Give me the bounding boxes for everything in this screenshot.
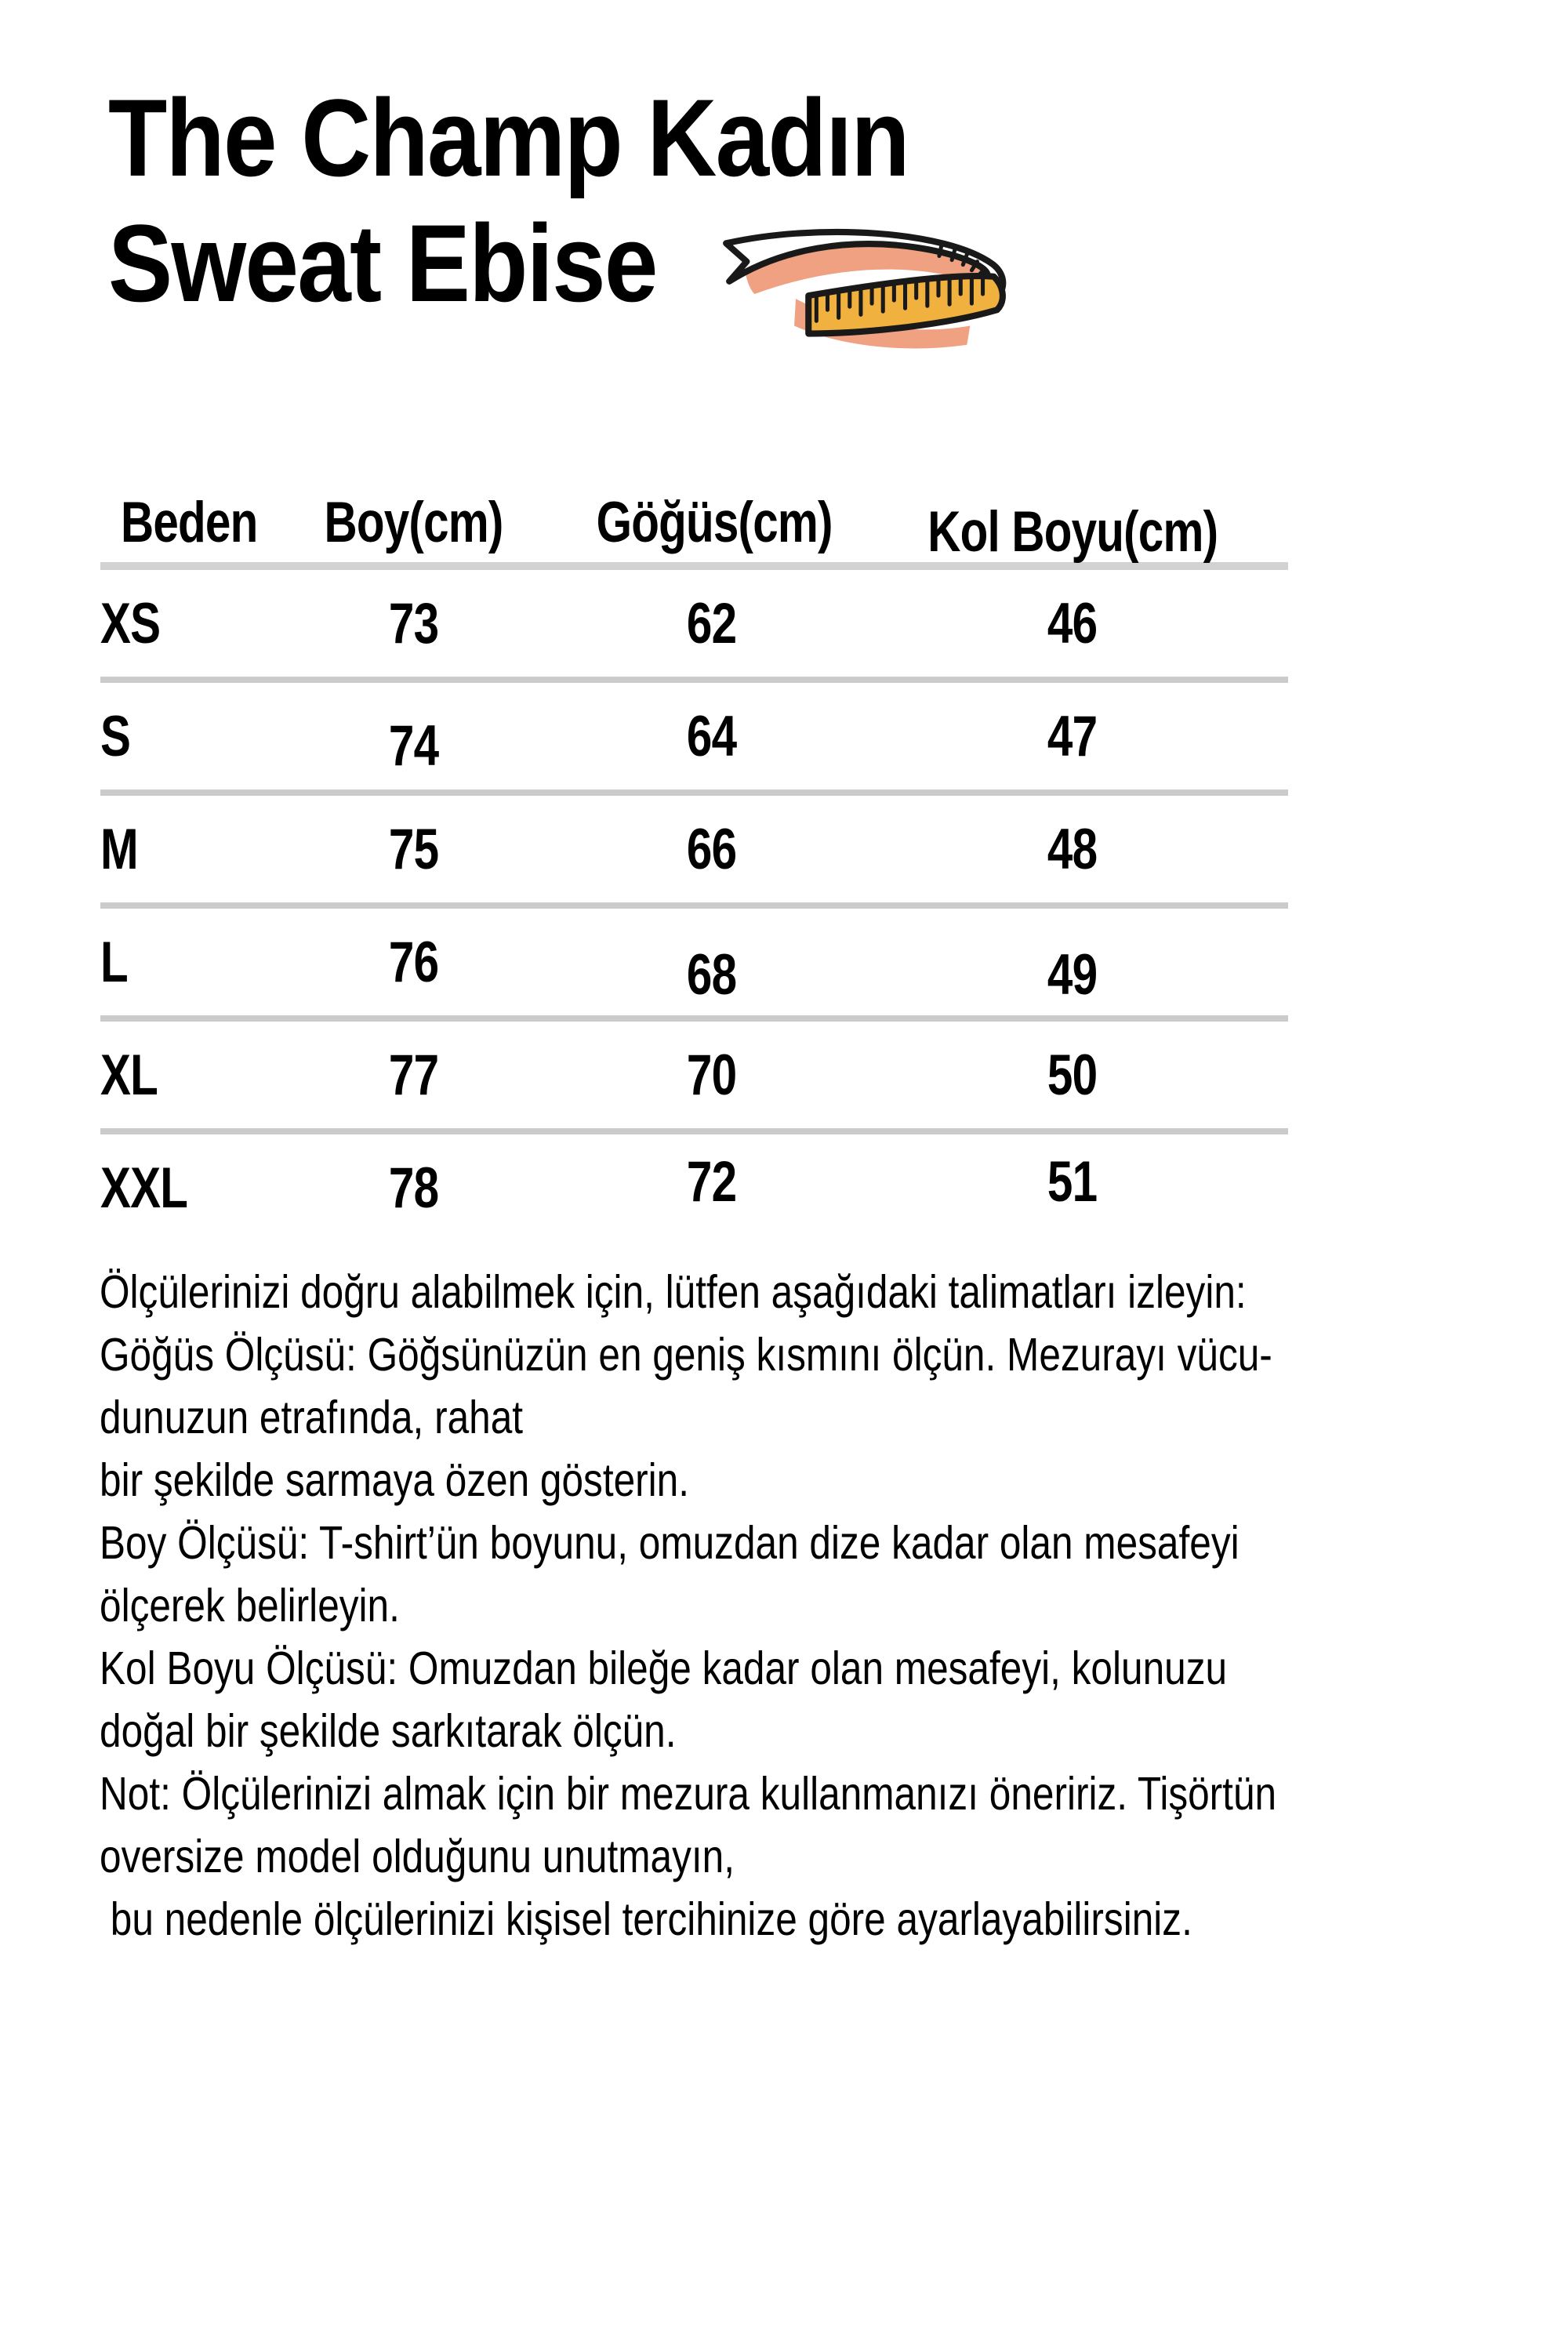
size-table	[100, 482, 1288, 1241]
gogus-value: 64	[687, 704, 737, 768]
instruction-line: doğal bir şekilde sarkıtarak ölçün.	[100, 1705, 677, 1757]
column-header-gogus	[567, 490, 857, 555]
instruction-line: Not: Ölçülerinizi almak için bir mezura kullanmanızı öneririz. Tişörtün	[100, 1768, 1277, 1820]
size-label: S	[100, 704, 131, 768]
instruction-line: Kol Boyu Ölçüsü: Omuzdan bileğe kadar olan mesafeyi, kolunuzu	[100, 1642, 1228, 1694]
column-header-boy-label: Boy(cm)	[324, 490, 504, 554]
gogus-value: 72	[687, 1149, 737, 1214]
boy-cell	[261, 591, 567, 656]
instruction-line: bir şekilde sarmaya özen gösterin.	[100, 1454, 690, 1506]
column-header-boy	[261, 490, 567, 555]
kol-value: 49	[1047, 942, 1098, 1007]
kol-cell	[857, 704, 1288, 769]
size-table-header-row	[100, 482, 1288, 570]
gogus-cell	[567, 1149, 857, 1221]
kol-value: 51	[1047, 1149, 1098, 1214]
instruction-line: Ölçülerinizi doğru alabilmek için, lütfen aşağıdaki talimatları izleyin:	[100, 1266, 1247, 1318]
column-header-beden-label: Beden	[121, 490, 258, 554]
gogus-cell	[567, 817, 857, 882]
gogus-value: 68	[687, 942, 737, 1007]
boy-cell	[261, 1043, 567, 1108]
instruction-line: bu nedenle ölçülerinizi kişisel tercihinize göre ayarlayabilirsiniz.	[100, 1893, 1192, 1945]
size-row-m	[100, 796, 1288, 909]
kol-cell	[857, 1043, 1288, 1108]
size-cell	[100, 591, 261, 656]
size-cell	[100, 704, 261, 769]
boy-value: 77	[389, 1043, 439, 1107]
size-label: L	[100, 930, 128, 994]
instruction-line: dunuzun etrafında, rahat	[100, 1392, 524, 1443]
column-header-kol	[857, 490, 1288, 564]
size-row-xl	[100, 1022, 1288, 1134]
size-cell	[100, 1043, 261, 1108]
boy-cell	[261, 817, 567, 882]
boy-value: 78	[389, 1156, 439, 1220]
size-cell	[100, 817, 261, 882]
boy-value: 76	[389, 930, 439, 994]
kol-cell	[857, 930, 1288, 1007]
gogus-value: 66	[687, 817, 737, 881]
boy-value: 75	[389, 817, 439, 881]
boy-cell	[261, 930, 567, 995]
instruction-line: oversize model olduğunu unutmayın,	[100, 1831, 735, 1882]
boy-cell	[261, 704, 567, 778]
size-cell	[100, 1156, 261, 1221]
gogus-cell	[567, 930, 857, 1007]
instruction-line: Göğüs Ölçüsü: Göğsünüzün en geniş kısmını ölçün. Mezurayı vücu-	[100, 1329, 1272, 1381]
size-label: XXL	[100, 1156, 188, 1220]
column-header-beden	[100, 490, 261, 555]
column-header-kol-label: Kol Boyu(cm)	[927, 499, 1218, 564]
kol-cell	[857, 817, 1288, 882]
column-header-gogus-label: Göğüs(cm)	[596, 490, 833, 554]
boy-value: 73	[389, 591, 439, 655]
size-label: XL	[100, 1043, 158, 1107]
size-row-xs	[100, 570, 1288, 683]
gogus-cell	[567, 704, 857, 769]
instruction-line: ölçerek belirleyin.	[100, 1580, 400, 1632]
size-cell	[100, 930, 261, 995]
page-title-line-2: Sweat Ebise	[108, 201, 657, 325]
kol-cell	[857, 1149, 1288, 1221]
kol-value: 46	[1047, 591, 1098, 655]
kol-value: 48	[1047, 817, 1098, 881]
kol-value: 47	[1047, 704, 1098, 768]
size-row-xxl	[100, 1134, 1288, 1241]
gogus-cell	[567, 1043, 857, 1108]
size-row-s	[100, 683, 1288, 796]
gogus-value: 62	[687, 591, 737, 655]
size-row-l	[100, 909, 1288, 1022]
measurement-instructions	[100, 1261, 1479, 1951]
size-label: M	[100, 817, 138, 881]
gogus-cell	[567, 591, 857, 656]
boy-value: 74	[389, 713, 439, 778]
instruction-line: Boy Ölçüsü: T-shirt’ün boyunu, omuzdan dize kadar olan mesafeyi	[100, 1517, 1240, 1569]
kol-cell	[857, 591, 1288, 656]
kol-value: 50	[1047, 1043, 1098, 1107]
size-label: XS	[100, 591, 161, 655]
measuring-tape-icon	[715, 224, 1016, 359]
page-title-line-1: The Champ Kadın	[108, 76, 909, 199]
boy-cell	[261, 1156, 567, 1221]
gogus-value: 70	[687, 1043, 737, 1107]
